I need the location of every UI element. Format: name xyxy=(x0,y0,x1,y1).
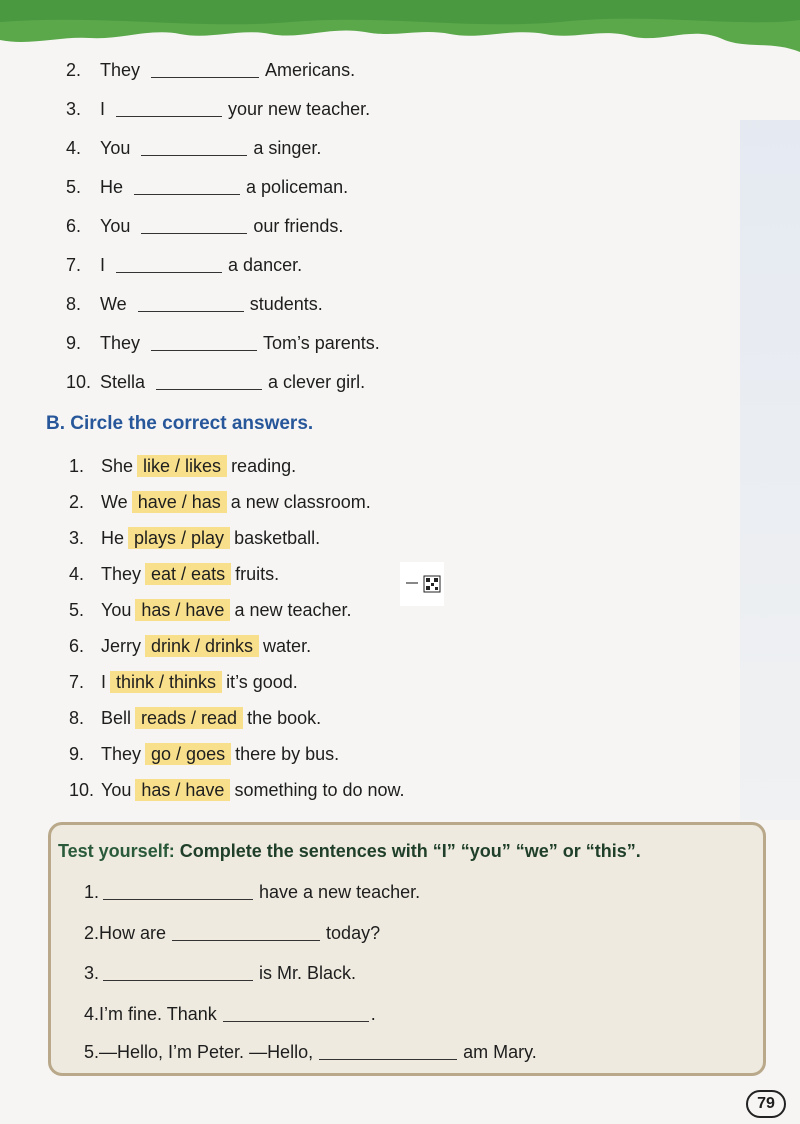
item-number: 1. xyxy=(84,882,100,902)
answer-options[interactable]: go / goes xyxy=(145,743,231,765)
subject: You xyxy=(101,780,132,800)
rest: a dancer. xyxy=(228,255,303,275)
item-number: 9. xyxy=(69,744,85,764)
answer-blank[interactable] xyxy=(116,256,222,273)
test-item-3 xyxy=(84,961,356,985)
rest: a new classroom. xyxy=(230,492,371,512)
b-item-7 xyxy=(69,670,298,694)
rest: water. xyxy=(263,636,312,656)
answer-blank[interactable] xyxy=(138,295,244,312)
top-green-band xyxy=(0,0,800,60)
b-item-3 xyxy=(69,526,320,550)
test-instruction: Complete the sentences with “I” “you” “we” or “this”. xyxy=(179,841,641,861)
item-number: 10. xyxy=(66,372,92,392)
subject: He xyxy=(101,528,125,548)
answer-blank[interactable] xyxy=(116,100,222,117)
item-number: 3. xyxy=(69,528,85,548)
rest: Tom’s parents. xyxy=(263,333,380,353)
answer-options[interactable]: reads / read xyxy=(135,707,243,729)
subject: We xyxy=(100,294,127,314)
rest: a policeman. xyxy=(246,177,349,197)
answer-blank[interactable] xyxy=(156,373,262,390)
rest: there by bus. xyxy=(235,744,340,764)
rest: a clever girl. xyxy=(268,372,366,392)
answer-blank[interactable] xyxy=(172,924,320,941)
rest: students. xyxy=(249,294,323,314)
item-number: 6. xyxy=(66,216,82,236)
rest: something to do now. xyxy=(234,780,405,800)
test-label: Test yourself: xyxy=(58,841,175,861)
item-number: 6. xyxy=(69,636,85,656)
lead-text: —Hello, I’m Peter. —Hello, xyxy=(99,1042,314,1062)
right-page-shadow xyxy=(740,120,800,820)
item-number: 5. xyxy=(84,1042,100,1062)
answer-blank[interactable] xyxy=(103,883,253,900)
qr-code xyxy=(400,562,444,606)
subject: They xyxy=(100,333,141,353)
subject: We xyxy=(101,492,128,512)
item-number: 4. xyxy=(84,1004,100,1024)
rest: fruits. xyxy=(235,564,280,584)
test-item-2 xyxy=(84,921,380,945)
item-number: 8. xyxy=(66,294,82,314)
item-number: 5. xyxy=(69,600,85,620)
lead-text: I’m fine. Thank xyxy=(99,1004,217,1024)
subject: She xyxy=(101,456,134,476)
item-number: 1. xyxy=(69,456,85,476)
subject: Jerry xyxy=(101,636,141,656)
subject: You xyxy=(100,216,131,236)
rest: the book. xyxy=(247,708,322,728)
item-number: 3. xyxy=(66,99,82,119)
a-item-5 xyxy=(66,175,348,199)
b-item-9 xyxy=(69,742,339,766)
b-item-1 xyxy=(69,454,296,478)
subject: You xyxy=(100,138,131,158)
item-number: 10. xyxy=(69,780,95,800)
item-number: 8. xyxy=(69,708,85,728)
a-item-10 xyxy=(66,370,365,394)
rest: it’s good. xyxy=(226,672,298,692)
rest: is Mr. Black. xyxy=(259,963,357,983)
subject: They xyxy=(100,60,141,80)
answer-blank[interactable] xyxy=(151,334,257,351)
rest: . xyxy=(370,1004,376,1024)
a-item-9 xyxy=(66,331,380,355)
a-item-7 xyxy=(66,253,302,277)
answer-options[interactable]: drink / drinks xyxy=(145,635,259,657)
rest: have a new teacher. xyxy=(259,882,421,902)
b-item-5 xyxy=(69,598,352,622)
b-item-4 xyxy=(69,562,279,586)
a-item-2 xyxy=(66,58,355,82)
rest: a new teacher. xyxy=(234,600,352,620)
test-heading xyxy=(58,841,641,862)
test-item-4 xyxy=(84,1002,376,1026)
answer-blank[interactable] xyxy=(141,217,247,234)
item-number: 2. xyxy=(66,60,82,80)
subject: They xyxy=(101,744,142,764)
answer-options[interactable]: think / thinks xyxy=(110,671,222,693)
item-number: 7. xyxy=(66,255,82,275)
item-number: 3. xyxy=(84,963,100,983)
answer-options[interactable]: like / likes xyxy=(137,455,227,477)
test-item-5 xyxy=(84,1040,537,1064)
b-item-10 xyxy=(69,778,405,802)
item-number: 7. xyxy=(69,672,85,692)
item-number: 4. xyxy=(66,138,82,158)
rest: basketball. xyxy=(234,528,321,548)
answer-options[interactable]: eat / eats xyxy=(145,563,231,585)
answer-options[interactable]: plays / play xyxy=(128,527,230,549)
rest: your new teacher. xyxy=(228,99,371,119)
item-number: 5. xyxy=(66,177,82,197)
section-b-title: B. Circle the correct answers. xyxy=(46,413,314,434)
page-number: 79 xyxy=(746,1090,786,1118)
rest: am Mary. xyxy=(463,1042,537,1062)
subject: Stella xyxy=(100,372,146,392)
answer-blank[interactable] xyxy=(134,178,240,195)
a-item-8 xyxy=(66,292,323,316)
subject: I xyxy=(101,672,107,692)
b-item-2 xyxy=(69,490,371,514)
subject: I xyxy=(100,99,106,119)
rest: a singer. xyxy=(253,138,322,158)
b-item-8 xyxy=(69,706,321,730)
subject: You xyxy=(101,600,132,620)
answer-blank[interactable] xyxy=(141,139,247,156)
answer-options[interactable]: has / have xyxy=(135,779,230,801)
rest: reading. xyxy=(231,456,297,476)
b-item-6 xyxy=(69,634,311,658)
answer-blank[interactable] xyxy=(319,1043,457,1060)
item-number: 4. xyxy=(69,564,85,584)
rest: today? xyxy=(326,923,381,943)
lead-text: How are xyxy=(99,923,167,943)
answer-options[interactable]: has / have xyxy=(135,599,230,621)
a-item-3 xyxy=(66,97,370,121)
answer-blank[interactable] xyxy=(223,1005,369,1022)
item-number: 9. xyxy=(66,333,82,353)
rest: our friends. xyxy=(253,216,344,236)
answer-blank[interactable] xyxy=(103,964,253,981)
subject: Bell xyxy=(101,708,132,728)
test-item-1 xyxy=(84,880,420,904)
answer-blank[interactable] xyxy=(151,61,259,78)
a-item-6 xyxy=(66,214,343,238)
item-number: 2. xyxy=(69,492,85,512)
item-number: 2. xyxy=(84,923,100,943)
subject: I xyxy=(100,255,106,275)
subject: They xyxy=(101,564,142,584)
subject: He xyxy=(100,177,124,197)
answer-options[interactable]: have / has xyxy=(132,491,227,513)
rest: Americans. xyxy=(265,60,356,80)
a-item-4 xyxy=(66,136,321,160)
